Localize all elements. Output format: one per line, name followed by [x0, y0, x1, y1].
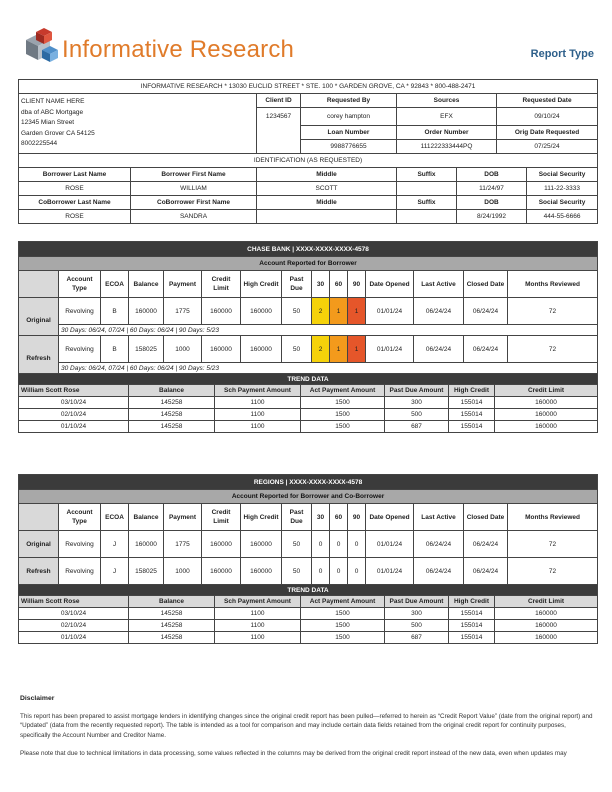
account-title: CHASE BANK | XXXX-XXXX-XXXX-4578: [19, 242, 598, 257]
borrower-last-name-label: Borrower Last Name: [19, 167, 131, 181]
client-line: CLIENT NAME HERE: [21, 98, 85, 105]
cell: 145258: [129, 397, 215, 409]
cell: 300: [385, 397, 449, 409]
cell: 160000: [241, 298, 282, 325]
late-30-cell: 0: [312, 531, 330, 558]
orig-date-value: 07/25/24: [497, 139, 598, 153]
cell: 01/10/24: [19, 632, 129, 644]
client-line: dba of ABC Mortgage: [21, 108, 84, 116]
trend-row: [19, 397, 598, 409]
trend-col-past-due: Past Due Amount: [385, 596, 449, 608]
trend-col-act-payment: Act Payment Amount: [301, 596, 385, 608]
cell: J: [101, 558, 129, 585]
trend-row: [19, 421, 598, 433]
late-60-cell: 0: [330, 558, 348, 585]
col-date-opened: Date Opened: [366, 271, 414, 298]
company-address: INFORMATIVE RESEARCH * 13030 EUCLID STREET * STE. 100 * GARDEN GROVE, CA * 92843 * 800-488-2471: [19, 80, 598, 94]
col-last-active: Last Active: [414, 271, 464, 298]
trend-col-name: William Scott Rose: [19, 385, 129, 397]
cell: 06/24/24: [414, 531, 464, 558]
col-payment: Payment: [164, 504, 202, 531]
cell: 155014: [449, 421, 495, 433]
row-label-original: Original: [19, 298, 59, 336]
col-60: 60: [330, 271, 348, 298]
cell: 155014: [449, 409, 495, 421]
cell: 1100: [215, 421, 301, 433]
client-line: 8002225544: [21, 140, 58, 147]
company-logo-icon: [22, 28, 60, 68]
borrower-middle-label: Middle: [257, 167, 397, 181]
borrower-middle: SCOTT: [257, 181, 397, 195]
cell: 160000: [495, 608, 598, 620]
trend-col-balance: Balance: [129, 385, 215, 397]
cell: 160000: [495, 421, 598, 433]
col-account-type: Account Type: [59, 271, 101, 298]
cell: Revolving: [59, 531, 101, 558]
client-line: 12345 Mian Street: [21, 119, 75, 126]
client-line: Garden Grover CA 54125: [21, 129, 95, 137]
col-ecoa: ECOA: [101, 504, 129, 531]
order-info-block: [18, 79, 597, 224]
cell: 50: [282, 336, 312, 363]
col-balance: Balance: [129, 271, 164, 298]
trend-data-title: TREND DATA: [19, 585, 598, 596]
cell: 160000: [129, 531, 164, 558]
cell: 1100: [215, 632, 301, 644]
cell: 02/10/24: [19, 409, 129, 421]
trend-col-high-credit: High Credit: [449, 596, 495, 608]
coborrower-middle: [257, 209, 397, 223]
late-60-cell: 1: [330, 336, 348, 363]
account-subtitle: Account Reported for Borrower and Co-Borrower: [19, 490, 598, 504]
cell: 06/24/24: [464, 531, 508, 558]
cell: 50: [282, 558, 312, 585]
col-last-active: Last Active: [414, 504, 464, 531]
col-past-due: Past Due: [282, 504, 312, 531]
cell: 160000: [202, 531, 241, 558]
order-number-value: 111222333444PQ: [397, 139, 497, 153]
trend-col-balance: Balance: [129, 596, 215, 608]
col-closed-date: Closed Date: [464, 271, 508, 298]
coborrower-suffix: [397, 209, 457, 223]
col-months-reviewed: Months Reviewed: [508, 504, 598, 531]
row-label-original: Original: [19, 531, 59, 558]
cell: 145258: [129, 620, 215, 632]
borrower-first-name-label: Borrower First Name: [131, 167, 257, 181]
trend-col-high-credit: High Credit: [449, 385, 495, 397]
trend-col-act-payment: Act Payment Amount: [301, 385, 385, 397]
cell: 160000: [202, 298, 241, 325]
cell: 160000: [129, 298, 164, 325]
cell: 50: [282, 531, 312, 558]
late-30-cell: 2: [312, 336, 330, 363]
cell: Revolving: [59, 298, 101, 325]
cell: 158025: [129, 336, 164, 363]
cell: 687: [385, 421, 449, 433]
table-row: [19, 336, 598, 363]
cell: 1500: [301, 409, 385, 421]
coborrower-ssn: 444-55-6666: [527, 209, 598, 223]
cell: 01/10/24: [19, 421, 129, 433]
cell: 158025: [129, 558, 164, 585]
cell: 06/24/24: [464, 558, 508, 585]
cell: 160000: [241, 336, 282, 363]
cell: 155014: [449, 632, 495, 644]
coborrower-last-name: ROSE: [19, 209, 131, 223]
trend-col-name: William Scott Rose: [19, 596, 129, 608]
cell: 160000: [495, 397, 598, 409]
borrower-first-name: WILLIAM: [131, 181, 257, 195]
cell: 160000: [495, 409, 598, 421]
account-section-regions: [18, 474, 597, 644]
report-type-title: Report Type: [530, 48, 594, 60]
account-subtitle: Account Reported for Borrower: [19, 257, 598, 271]
cell: 06/24/24: [464, 298, 508, 325]
sources-label: Sources: [397, 94, 497, 108]
cell: Revolving: [59, 558, 101, 585]
sources-value: EFX: [397, 108, 497, 126]
cell: 500: [385, 620, 449, 632]
coborrower-ssn-label: Social Security: [527, 195, 598, 209]
trend-row: [19, 632, 598, 644]
late-60-cell: 0: [330, 531, 348, 558]
cell: 1100: [215, 608, 301, 620]
col-credit-limit: Credit Limit: [202, 271, 241, 298]
cell: J: [101, 531, 129, 558]
cell: B: [101, 336, 129, 363]
cell: 155014: [449, 620, 495, 632]
account-title: REGIONS | XXXX-XXXX-XXXX-4578: [19, 475, 598, 490]
requested-date-value: 09/10/24: [497, 108, 598, 126]
cell: 145258: [129, 421, 215, 433]
cell: 1000: [164, 336, 202, 363]
late-90-cell: 1: [348, 336, 366, 363]
coborrower-suffix-label: Suffix: [397, 195, 457, 209]
cell: 72: [508, 531, 598, 558]
cell: 160000: [241, 531, 282, 558]
trend-col-past-due: Past Due Amount: [385, 385, 449, 397]
col-credit-limit: Credit Limit: [202, 504, 241, 531]
report-header: [20, 28, 596, 70]
trend-row: [19, 409, 598, 421]
cell: 01/01/24: [366, 558, 414, 585]
client-info: [19, 94, 257, 154]
late-60-cell: 1: [330, 298, 348, 325]
trend-col-credit-limit: Credit Limit: [495, 596, 598, 608]
identification-label: IDENTIFICATION (AS REQUESTED): [19, 153, 598, 167]
cell: 1500: [301, 608, 385, 620]
cell: 1100: [215, 397, 301, 409]
col-closed-date: Closed Date: [464, 504, 508, 531]
late-90-cell: 1: [348, 298, 366, 325]
cell: 300: [385, 608, 449, 620]
cell: 01/01/24: [366, 531, 414, 558]
late-90-cell: 0: [348, 558, 366, 585]
table-row: [19, 558, 598, 585]
cell: 03/10/24: [19, 608, 129, 620]
cell: 155014: [449, 608, 495, 620]
cell: B: [101, 298, 129, 325]
coborrower-dob-label: DOB: [457, 195, 527, 209]
late-90-cell: 0: [348, 531, 366, 558]
cell: 160000: [202, 336, 241, 363]
borrower-suffix-label: Suffix: [397, 167, 457, 181]
cell: 06/24/24: [464, 336, 508, 363]
cell: Revolving: [59, 336, 101, 363]
disclaimer-paragraph: This report has been prepared to assist mortgage lenders in identifying changes since the original credit report has been pulled—referred to herein as “Credit Report Value” (date from the original report) and “Updated” (data from the recently requested report). The table is intended as a tool for comparison and may include certain data fields retained from the original credit report for continuity purposes, specifically the Account Number and Creditor Name.: [20, 712, 593, 739]
cell: 1775: [164, 531, 202, 558]
cell: 1500: [301, 421, 385, 433]
row-label-refresh: Refresh: [19, 336, 59, 374]
cell: 160000: [241, 558, 282, 585]
cell: 1775: [164, 298, 202, 325]
cell: 72: [508, 336, 598, 363]
brand-name: Informative Research: [62, 36, 295, 63]
borrower-suffix: [397, 181, 457, 195]
loan-number-value: 9988776655: [301, 139, 397, 153]
late-30-cell: 2: [312, 298, 330, 325]
coborrower-middle-label: Middle: [257, 195, 397, 209]
trend-col-credit-limit: Credit Limit: [495, 385, 598, 397]
col-30: 30: [312, 504, 330, 531]
cell: 500: [385, 409, 449, 421]
orig-date-label: Orig Date Requested: [497, 125, 598, 139]
cell: 06/24/24: [414, 558, 464, 585]
cell: 145258: [129, 409, 215, 421]
cell: 1500: [301, 632, 385, 644]
cell: 03/10/24: [19, 397, 129, 409]
col-date-opened: Date Opened: [366, 504, 414, 531]
col-30: 30: [312, 271, 330, 298]
coborrower-last-name-label: CoBorrower Last Name: [19, 195, 131, 209]
cell: 72: [508, 298, 598, 325]
trend-row: [19, 620, 598, 632]
loan-number-label: Loan Number: [301, 125, 397, 139]
cell: 1500: [301, 397, 385, 409]
coborrower-dob: 8/24/1992: [457, 209, 527, 223]
col-balance: Balance: [129, 504, 164, 531]
cell: 02/10/24: [19, 620, 129, 632]
client-id-value: 1234567: [257, 108, 301, 154]
cell: 06/24/24: [414, 336, 464, 363]
cell: 1500: [301, 620, 385, 632]
disclaimer: [20, 694, 596, 759]
col-ecoa: ECOA: [101, 271, 129, 298]
trend-data-title: TREND DATA: [19, 374, 598, 385]
requested-by-label: Requested By: [301, 94, 397, 108]
col-high-credit: High Credit: [241, 271, 282, 298]
client-id-label: Client ID: [257, 94, 301, 108]
trend-row: [19, 608, 598, 620]
col-months-reviewed: Months Reviewed: [508, 271, 598, 298]
late-payment-note: 30 Days: 06/24, 07/24 | 60 Days: 06/24 | 90 Days: 5/23: [59, 363, 598, 374]
trend-col-sch-payment: Sch Payment Amount: [215, 385, 301, 397]
col-high-credit: High Credit: [241, 504, 282, 531]
disclaimer-title: Disclaimer: [20, 695, 55, 702]
cell: 06/24/24: [414, 298, 464, 325]
cell: 01/01/24: [366, 336, 414, 363]
cell: 145258: [129, 608, 215, 620]
coborrower-first-name: SANDRA: [131, 209, 257, 223]
cell: 687: [385, 632, 449, 644]
col-60: 60: [330, 504, 348, 531]
borrower-dob: 11/24/97: [457, 181, 527, 195]
late-payment-note: 30 Days: 06/24, 07/24 | 60 Days: 06/24 | 90 Days: 5/23: [59, 325, 598, 336]
disclaimer-paragraph: Please note that due to technical limitations in data processing, some values reflected in the columns may be derived from the original credit report instead of the new data, even when updates may: [20, 750, 567, 757]
col-past-due: Past Due: [282, 271, 312, 298]
requested-by-value: corey hampton: [301, 108, 397, 126]
table-row: [19, 531, 598, 558]
cell: 50: [282, 298, 312, 325]
coborrower-first-name-label: CoBorrower First Name: [131, 195, 257, 209]
cell: 145258: [129, 632, 215, 644]
col-90: 90: [348, 504, 366, 531]
row-label-refresh: Refresh: [19, 558, 59, 585]
cell: 160000: [495, 632, 598, 644]
trend-col-sch-payment: Sch Payment Amount: [215, 596, 301, 608]
table-row: [19, 298, 598, 325]
cell: 160000: [495, 620, 598, 632]
borrower-last-name: ROSE: [19, 181, 131, 195]
cell: 01/01/24: [366, 298, 414, 325]
order-number-label: Order Number: [397, 125, 497, 139]
borrower-dob-label: DOB: [457, 167, 527, 181]
requested-date-label: Requested Date: [497, 94, 598, 108]
cell: 155014: [449, 397, 495, 409]
late-30-cell: 0: [312, 558, 330, 585]
cell: 72: [508, 558, 598, 585]
col-90: 90: [348, 271, 366, 298]
cell: 1100: [215, 409, 301, 421]
account-section-chase: [18, 241, 597, 433]
cell: 1100: [215, 620, 301, 632]
borrower-ssn-label: Social Security: [527, 167, 598, 181]
cell: 1000: [164, 558, 202, 585]
col-payment: Payment: [164, 271, 202, 298]
borrower-ssn: 111-22-3333: [527, 181, 598, 195]
cell: 160000: [202, 558, 241, 585]
col-account-type: Account Type: [59, 504, 101, 531]
